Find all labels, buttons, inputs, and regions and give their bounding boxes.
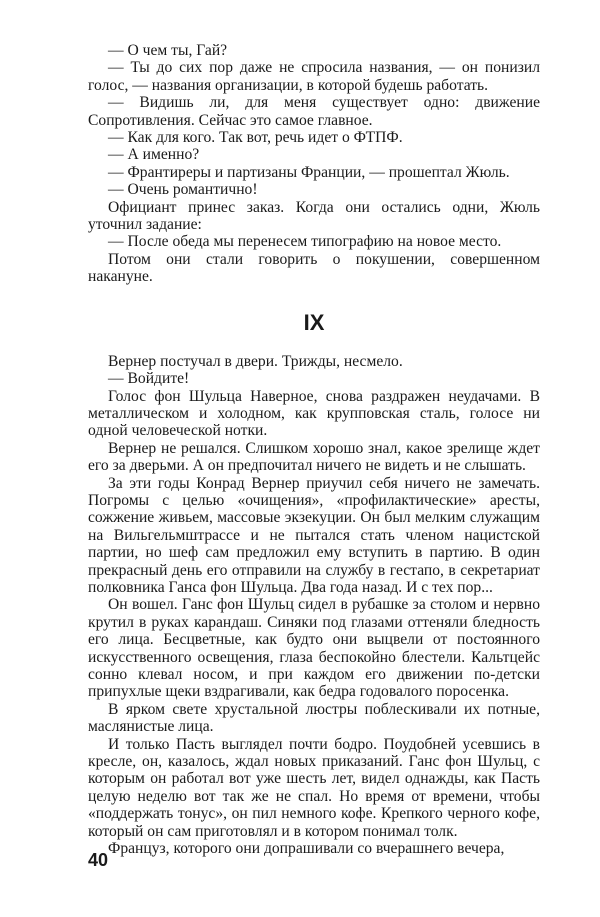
paragraph: — Франтиреры и партизаны Франции, — прошептал Жюль.: [108, 163, 510, 181]
paragraph: И только Пасть выглядел почти бодро. Поудобней усевшись в кресле, он, казалось, ждал новых приказаний. Ганс фон Шульц, с которым он работал вот уже шесть лет, видел однажды, как Пасть целую неделю вот так же не спал. Но время от времени, чтобы «поддержать тонус», он пил немного кофе. Крепкого черного кофе, который он сам приготовлял и в котором понимал толк.: [88, 735, 540, 840]
paragraph: За эти годы Конрад Вернер приучил себя ничего не замечать. Погромы с целью «очищения», «профилактические» аресты, сожжение живьем, массовые экзекуции. Он был мелким служащим на Вильгельмштрассе и не пытался стать членом нацистской партии, но шеф сам предложил ему вступить в партию. В один прекрасный день его отправили на службу в гестапо, в секретариат полковника Ганса фон Шульца. Два года назад. И с тех пор...: [88, 474, 540, 596]
paragraph: Француз, которого они допрашивали со вчерашнего вечера,: [108, 840, 505, 858]
paragraph: — Войдите!: [108, 370, 190, 388]
chapter-section: [88, 353, 540, 858]
paragraph: Голос фон Шульца Наверное, снова раздражен неудачами. В металлическом и холодном, как крупповская сталь, голосе ни одной человеческой нотки.: [88, 387, 540, 440]
paragraph: Официант принес заказ. Когда они остались одни, Жюль уточнил задание:: [88, 198, 540, 234]
paragraph: — А именно?: [108, 146, 200, 164]
dialogue-section: [88, 42, 540, 286]
paragraph: Вернер постучал в двери. Трижды, несмело.: [108, 352, 403, 370]
paragraph: Он вошел. Ганс фон Шульц сидел в рубашке за столом и нервно крутил в руках карандаш. Синяки под глазами оттеняли бледность его лица. Бесцветные, как будто они выцвели от постоянного искусственного освещения, глаза беспокойно блестели. Кальтцейс сонно клевал носом, и при каждом его движении по-детски припухлые щеки вздрагивали, как бедра годовалого поросенка.: [88, 596, 540, 701]
paragraph: — После обеда мы перенесем типографию на новое место.: [108, 233, 502, 251]
paragraph: Потом они стали говорить о покушении, совершенном накануне.: [88, 250, 540, 286]
page-body: [88, 42, 540, 857]
paragraph: — Как для кого. Так вот, речь идет о ФТПФ.: [108, 129, 403, 147]
chapter-heading: IX: [303, 309, 325, 335]
paragraph: — Видишь ли, для меня существует одно: движение Сопротивления. Сейчас это самое главное.: [88, 94, 540, 129]
paragraph: В ярком свете хрустальной люстры поблескивали их потные, маслянистые лица.: [88, 700, 540, 736]
paragraph: — О чем ты, Гай?: [108, 42, 228, 59]
paragraph: — Очень романтично!: [108, 181, 258, 199]
paragraph: Вернер не решался. Слишком хорошо знал, какое зрелище ждет его за дверьми. А он предпочитал ничего не видеть и не слышать.: [88, 439, 540, 475]
page-number: 40: [88, 850, 109, 870]
paragraph: — Ты до сих пор даже не спросила названия, — он понизил голос, — названия организации, в которой будешь работать.: [88, 59, 540, 94]
